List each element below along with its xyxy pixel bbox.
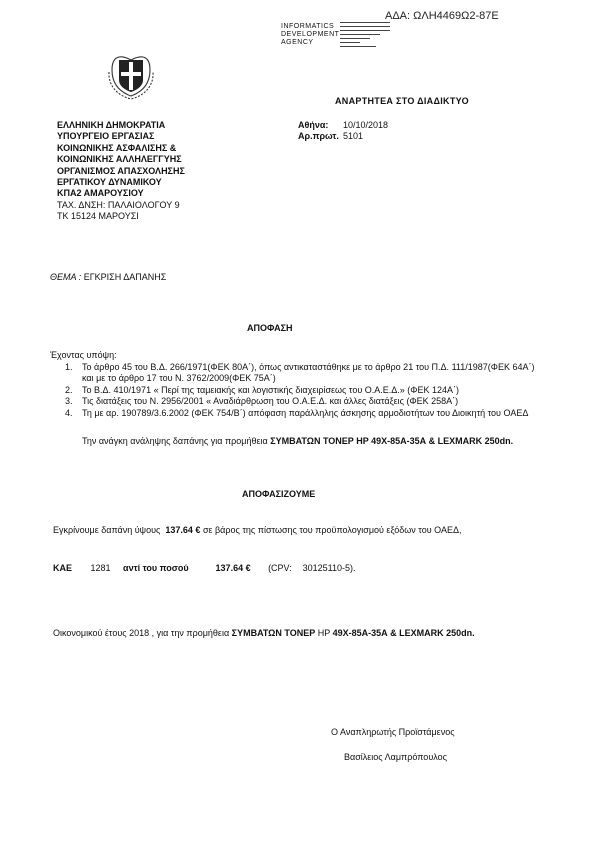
approval-suffix: σε βάρος της πίστωσης του προϋπολογισμού εξόδων του ΟΑΕΔ,	[202, 525, 462, 535]
approval-amount: 137.64 €	[165, 525, 201, 535]
expense-need	[82, 436, 552, 447]
considering-intro: Έχοντας υπόψη:	[50, 350, 117, 360]
approval-prefix: Εγκρίνουμε δαπάνη ύψους	[53, 525, 161, 535]
header-line: ΚΠΑ2 ΑΜΑΡΟΥΣΙΟΥ	[57, 188, 144, 199]
ada-code: ΑΔΑ: ΩΛΗ4469Ω2-87Ε	[385, 10, 499, 22]
header-address: ΤΑΧ. ΔΝΣΗ: ΠΑΛΑΙΟΛΟΓΟΥ 9	[57, 199, 180, 210]
list-item-number: 1.	[65, 362, 73, 372]
subject-line	[50, 272, 166, 282]
list-item	[65, 408, 545, 419]
ida-line-2: DEVELOPMENT	[281, 31, 340, 38]
approval-paragraph	[53, 524, 548, 536]
list-item	[65, 362, 545, 385]
list-item	[65, 396, 545, 407]
cpv-label: (CPV:	[268, 563, 292, 573]
decision-heading: ΑΠΟΦΑΣΗ	[247, 323, 293, 333]
subject-label: ΘΕΜΑ :	[50, 272, 82, 282]
list-item-text: Τη με αρ. 190789/3.6.2002 (ΦΕΚ 754/Β΄) απόφαση παράλληλης άσκησης αρμοδιοτήτων του Διοικητή του ΟΑΕΔ	[82, 407, 529, 418]
kae-label: ΚΑΕ	[53, 563, 73, 573]
ida-line-3: AGENCY	[281, 39, 314, 46]
date-value: 10/10/2018	[343, 120, 389, 130]
fiscal-year-paragraph	[53, 627, 548, 639]
fiscal-product-plain: HP	[317, 628, 331, 638]
header-line: ΚΟΙΝΩΝΙΚΗΣ ΑΣΦΑΛΙΣΗΣ &	[57, 142, 177, 153]
we-decide-heading: ΑΠΟΦΑΣΙΖΟΥΜΕ	[242, 489, 316, 499]
fiscal-product-bold: ΣΥΜΒΑΤΩΝ ΤΟΝΕΡ	[231, 628, 316, 638]
signatory-title: Ο Αναπληρωτής Προϊστάμενος	[331, 727, 455, 737]
fiscal-prefix: Οικονομικού έτους 2018 , για την προμήθεια	[53, 628, 230, 638]
fiscal-product-bold-2: 49Χ-85Α-35Α & LEXMARK 250dn.	[332, 628, 475, 638]
kae-line	[53, 563, 355, 573]
list-item-text: Το Β.Δ. 410/1971 « Περί της ταμειακής και λογιστικής διαχειρίσεως του Ο.Α.Ε.Δ.» (ΦΕΚ 124Α΄)	[82, 384, 459, 395]
header-line: ΥΠΟΥΡΓΕΙΟ ΕΡΓΑΣΙΑΣ	[57, 131, 155, 142]
ida-line-1: INFORMATICS	[281, 23, 335, 30]
considerations-list	[65, 362, 545, 419]
kae-amount: 137.64 €	[215, 563, 251, 573]
list-item-number: 3.	[65, 396, 73, 407]
protocol-label: Αρ.πρωτ.	[298, 131, 339, 142]
list-item-number: 4.	[65, 407, 73, 418]
kae-instead: αντί του ποσού	[123, 563, 189, 573]
subject-value: ΕΓΚΡΙΣΗ ΔΑΠΑΝΗΣ	[83, 272, 167, 282]
list-item-number: 2.	[65, 384, 73, 395]
list-item	[65, 385, 545, 396]
cpv-value: 30125110-5).	[302, 563, 356, 573]
kae-code: 1281	[90, 563, 111, 573]
issuer-header	[57, 120, 185, 223]
header-line: ΚΟΙΝΩΝΙΚΗΣ ΑΛΛΗΛΕΓΓΥΗΣ	[57, 154, 182, 165]
header-line: ΕΛΛΗΝΙΚΗ ΔΗΜΟΚΡΑΤΙΑ	[57, 120, 166, 130]
list-item-text: Τις διατάξεις του Ν. 2956/2001 « Αναδιάρθρωση του Ο.Α.Ε.Δ. και άλλες διατάξεις (ΦΕΚ 258Α΄)	[82, 396, 459, 407]
post-internet-notice: ΑΝΑΡΤΗΤΕΑ ΣΤΟ ΔΙΑΔΙΚΤΥΟ	[335, 96, 469, 106]
list-item-text: Το άρθρο 45 του Β.Δ. 266/1971(ΦΕΚ 80Α΄), όπως αντικαταστάθηκε με το άρθρο 21 του Π.Δ. 111/1987(ΦΕΚ 64Α΄) και με το άρθρο 17 του Ν. 3762/2009(ΦΕΚ 75Α΄)	[82, 362, 535, 384]
date-protocol-block	[298, 120, 388, 143]
header-postcode: ΤΚ 15124 ΜΑΡΟΥΣΙ	[57, 211, 139, 222]
protocol-value: 5101	[343, 131, 364, 142]
signatory-name: Βασίλειος Λαμπρόπουλος	[344, 752, 447, 762]
header-line: ΟΡΓΑΝΙΣΜΟΣ ΑΠΑΣΧΟΛΗΣΗΣ	[57, 165, 185, 176]
greek-emblem-icon	[106, 48, 156, 100]
ida-small-print	[340, 20, 390, 47]
ida-logo	[281, 23, 339, 47]
date-label: Αθήνα:	[298, 120, 329, 130]
need-product: ΣΥΜΒΑΤΩΝ ΤΟΝΕΡ HP 49Χ-85Α-35Α & LEXMARK 250dn.	[270, 436, 514, 446]
need-prefix: Την ανάγκη ανάληψης δαπάνης για προμήθεια	[82, 436, 268, 446]
header-line: ΕΡΓΑΤΙΚΟΥ ΔΥΝΑΜΙΚΟΥ	[57, 177, 162, 188]
